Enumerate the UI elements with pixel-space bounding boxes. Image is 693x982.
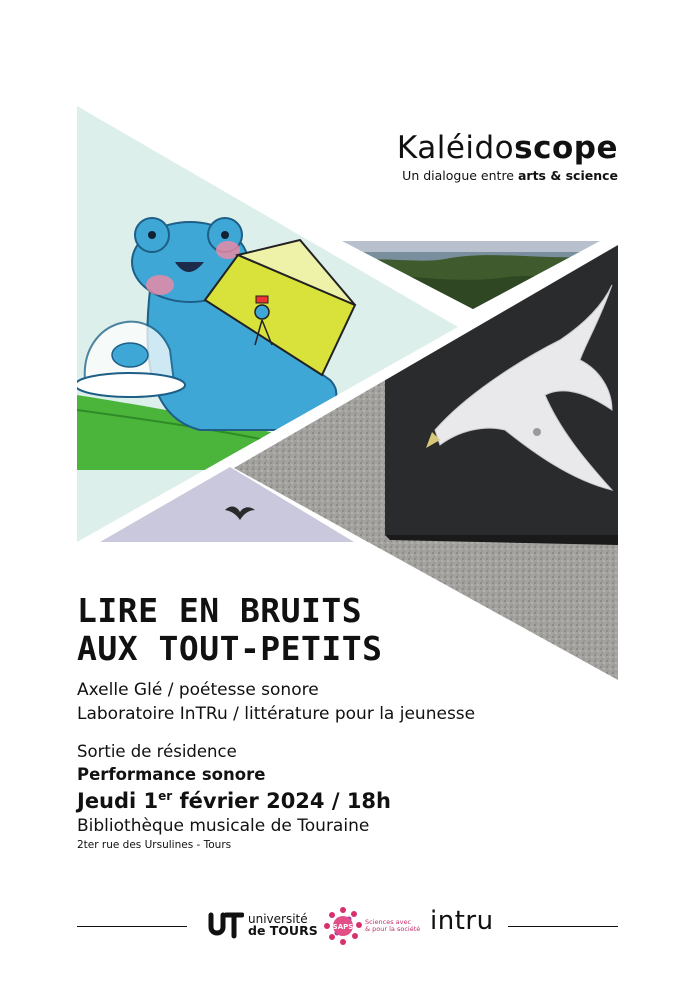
brand-name	[397, 130, 618, 166]
date-ordinal: er	[158, 789, 173, 803]
saps-logo	[323, 906, 423, 946]
kaleidoscope-logo	[397, 130, 618, 183]
saps-line-2: & pour la société	[365, 925, 421, 933]
footer-rule-right	[508, 926, 618, 927]
ut-line-2: de TOURS	[248, 923, 318, 938]
date-rest: février 2024 / 18h	[172, 789, 391, 813]
brand-name-light: Kaléido	[396, 130, 515, 166]
event-date	[77, 789, 391, 813]
brand-tagline	[397, 168, 618, 183]
title-line-2: AUX TOUT-PETITS	[77, 629, 383, 668]
ut-text	[248, 913, 318, 937]
tagline-bold: arts & science	[517, 168, 618, 183]
ut-mark-icon	[208, 911, 244, 939]
saps-burst-icon	[323, 906, 363, 946]
title-line-1: LIRE EN BRUITS	[77, 591, 363, 630]
address-line: 2ter rue des Ursulines - Tours	[77, 839, 232, 851]
saps-line-1: Sciences avec	[365, 918, 412, 926]
lab-line: Laboratoire InTRu / littérature pour la jeunesse	[77, 704, 476, 724]
saps-center-label: SAPS	[332, 923, 354, 931]
universite-tours-logo	[208, 909, 318, 943]
artist-line: Axelle Glé / poétesse sonore	[77, 680, 319, 700]
sortie-line: Sortie de résidence	[77, 742, 237, 761]
brand-name-bold: scope	[514, 130, 618, 166]
venue-line: Bibliothèque musicale de Touraine	[77, 816, 370, 836]
date-day: Jeudi 1	[77, 789, 159, 813]
intru-logo: intru	[430, 906, 494, 936]
saps-text	[365, 919, 425, 933]
footer-rule-left	[77, 926, 187, 927]
ut-line-1: université	[248, 912, 308, 926]
tagline-light: Un dialogue entre	[402, 168, 518, 183]
event-title	[77, 592, 383, 668]
performance-line: Performance sonore	[77, 765, 266, 784]
